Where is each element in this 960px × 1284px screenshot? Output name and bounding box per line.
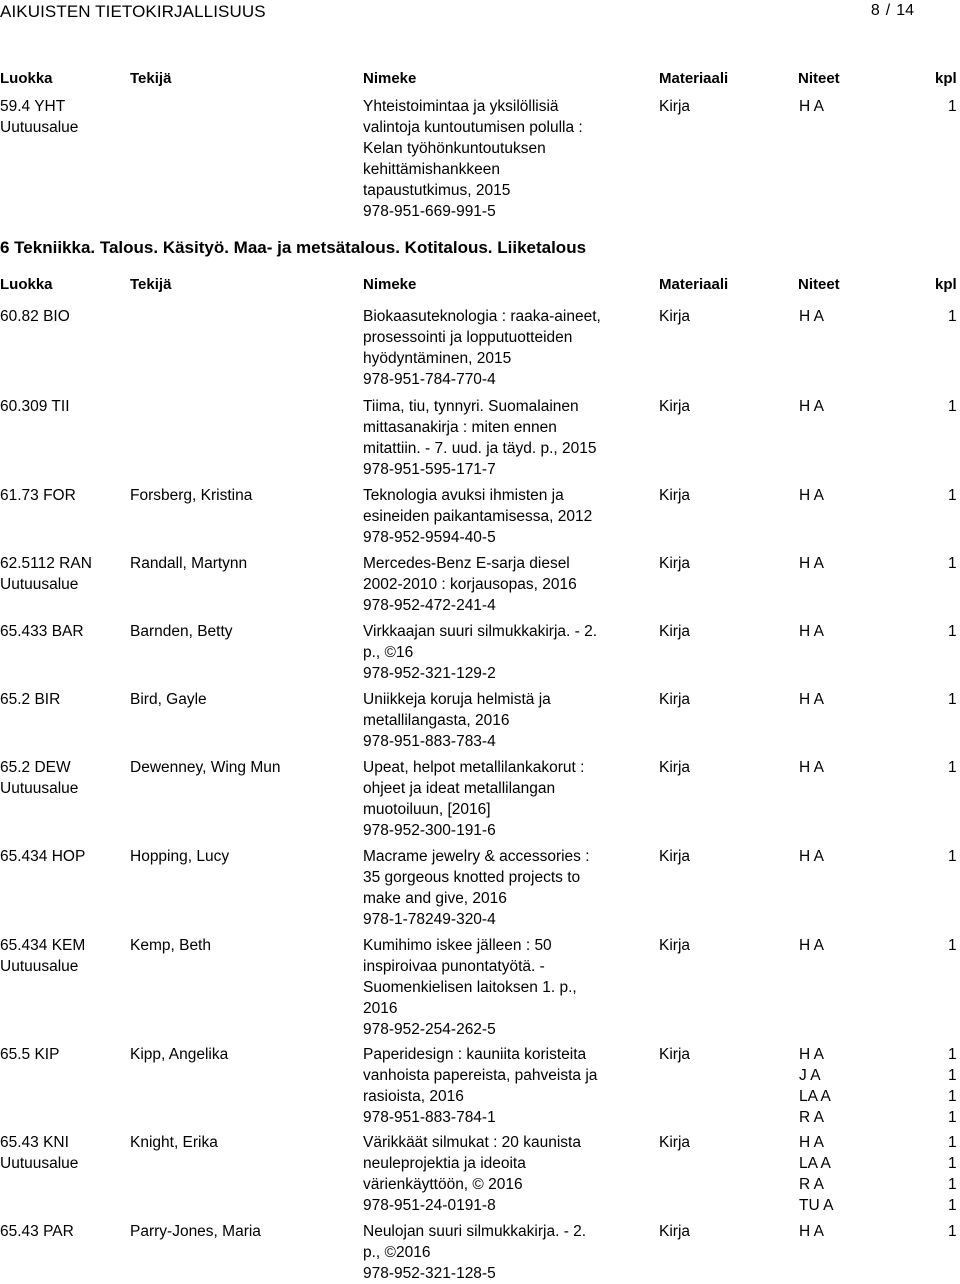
record-kpl-line: 1 [948,1046,957,1063]
record-tekija: Kemp, Beth [130,937,211,954]
record-kpl [948,757,957,778]
record-luokka-line: Uutuusalue [0,780,79,797]
record-tekija: Barnden, Betty [130,623,233,640]
record-nimeke-line: 2002-2010 : korjausopas, 2016 [363,576,577,593]
record-luokka-line: 65.43 KNI [0,1134,69,1151]
record-materiaali: Kirja [659,691,691,708]
record-nimeke-line: 978-951-883-783-4 [363,733,496,750]
record-kpl-line: 1 [948,1088,957,1105]
record-materiaali: Kirja [659,487,691,504]
record-nimeke-line: make and give, 2016 [363,890,507,907]
record-nimeke-line: 978-1-78249-320-4 [363,911,496,928]
record-niteet-line: H A [799,487,824,504]
record-kpl [948,96,957,117]
document-title: AIKUISTEN TIETOKIRJALLISUUS [0,2,266,21]
record-nimeke-line: hyödyntäminen, 2015 [363,350,512,367]
record-niteet [799,1221,824,1242]
current-page: 8 [870,2,880,19]
record-nimeke-line: Suomenkielisen laitoksen 1. p., [363,979,577,996]
record-materiaali: Kirja [659,398,691,415]
record-kpl-line: 1 [948,487,957,504]
record-materiaali: Kirja [659,1223,691,1240]
record-nimeke-line: Värikkäät silmukat : 20 kaunista [363,1134,581,1151]
record-materiaali: Kirja [659,308,691,325]
record-kpl-line: 1 [948,1223,957,1240]
record-nimeke [363,846,633,930]
record-nimeke-line: 978-951-595-171-7 [363,461,496,478]
record-luokka-line: 65.5 KIP [0,1046,60,1063]
record-nimeke-line: muotoiluun, [2016] [363,801,491,818]
record-materiaali: Kirja [659,98,691,115]
record-nimeke [363,1132,633,1216]
record-luokka [0,846,85,867]
column-header-kpl: kpl [935,276,957,293]
record-nimeke-line: metallilangasta, 2016 [363,712,510,729]
record-nimeke-line: p., ©2016 [363,1244,431,1261]
record-tekija: Bird, Gayle [130,691,207,708]
record-niteet [799,1044,831,1128]
record-kpl [948,689,957,710]
column-header-niteet: Niteet [798,276,840,293]
record-kpl-line: 1 [948,1155,957,1172]
record-niteet-line: H A [799,1046,824,1063]
page-header [0,2,960,24]
record-materiaali: Kirja [659,759,691,776]
record-niteet-line: H A [799,937,824,954]
record-kpl-line: 1 [948,1134,957,1151]
record-nimeke-line: 978-952-321-128-5 [363,1265,496,1282]
record-nimeke [363,306,633,390]
record-kpl-line: 1 [948,1067,957,1084]
record-kpl-line: 1 [948,759,957,776]
record-niteet [799,396,824,417]
record-materiaali: Kirja [659,1046,691,1063]
record-niteet-line: H A [799,98,824,115]
record-niteet-line: H A [799,759,824,776]
record-kpl [948,846,957,867]
record-nimeke-line: Mercedes-Benz E-sarja diesel [363,555,570,572]
record-nimeke [363,96,633,222]
record-nimeke [363,1221,633,1284]
record-kpl [948,621,957,642]
record-luokka-line: Uutuusalue [0,576,79,593]
record-luokka [0,306,70,327]
record-nimeke-line: Uniikkeja koruja helmistä ja [363,691,551,708]
record-nimeke-line: 978-951-784-770-4 [363,371,496,388]
record-nimeke-line: mittasanakirja : miten ennen [363,419,557,436]
record-kpl [948,485,957,506]
record-luokka [0,1221,74,1242]
record-kpl [948,1221,957,1242]
record-niteet [799,757,824,778]
record-kpl-line: 1 [948,1109,957,1126]
record-luokka [0,396,70,417]
record-niteet-line: R A [799,1109,824,1126]
record-niteet [799,96,824,117]
record-nimeke-line: Virkkaajan suuri silmukkakirja. - 2. [363,623,598,640]
record-niteet-line: H A [799,691,824,708]
record-nimeke-line: 978-952-9594-40-5 [363,529,496,546]
record-niteet-line: LA A [799,1088,831,1105]
record-luokka [0,935,85,977]
record-luokka-line: 65.433 BAR [0,623,84,640]
record-luokka-line: 61.73 FOR [0,487,76,504]
column-header-nimeke: Nimeke [363,70,417,87]
record-nimeke-line: Upeat, helpot metallilankakorut : [363,759,585,776]
column-header-tekija: Tekijä [130,70,172,87]
record-nimeke-line: neuleprojektia ja ideoita [363,1155,526,1172]
record-luokka-line: 60.309 TII [0,398,70,415]
record-nimeke [363,396,633,480]
record-luokka-line: 62.5112 RAN [0,555,92,572]
record-nimeke [363,757,633,841]
record-nimeke-line: Kumihimo iskee jälleen : 50 [363,937,552,954]
record-nimeke-line: 978-952-321-129-2 [363,665,496,682]
record-luokka [0,757,78,799]
record-kpl-line: 1 [948,308,957,325]
record-materiaali: Kirja [659,1134,691,1151]
record-nimeke [363,689,633,752]
record-luokka [0,1132,78,1174]
record-nimeke [363,1044,633,1128]
record-luokka [0,485,76,506]
record-nimeke-line: 978-951-669-991-5 [363,203,496,220]
record-niteet-line: H A [799,1134,824,1151]
record-nimeke-line: 978-951-883-784-1 [363,1109,496,1126]
record-luokka [0,553,92,595]
record-kpl-line: 1 [948,1197,957,1214]
record-nimeke-line: vanhoista papereista, pahveista ja [363,1067,598,1084]
record-nimeke-line: mitattiin. - 7. uud. ja täyd. p., 2015 [363,440,597,457]
record-niteet-line: H A [799,848,824,865]
record-niteet-line: TU A [799,1197,834,1214]
record-nimeke-line: 978-952-300-191-6 [363,822,496,839]
record-nimeke-line: 2016 [363,1000,398,1017]
record-materiaali: Kirja [659,937,691,954]
record-niteet [799,1132,833,1216]
record-niteet-line: H A [799,308,824,325]
record-niteet [799,485,824,506]
record-nimeke-line: Paperidesign : kauniita koristeita [363,1046,587,1063]
record-luokka-line: Uutuusalue [0,119,79,136]
record-kpl-line: 1 [948,1176,957,1193]
record-luokka-line: 65.434 KEM [0,937,86,954]
record-luokka-line: 65.2 BIR [0,691,61,708]
record-nimeke-line: Macrame jewelry & accessories : [363,848,590,865]
record-nimeke-line: Biokaasuteknologia : raaka-aineet, [363,308,601,325]
record-nimeke-line: Yhteistoimintaa ja yksilöllisiä [363,98,559,115]
record-niteet-line: LA A [799,1155,831,1172]
record-niteet [799,846,824,867]
record-nimeke-line: valintoja kuntoutumisen polulla : [363,119,583,136]
record-kpl-line: 1 [948,691,957,708]
record-kpl-line: 1 [948,848,957,865]
record-tekija: Randall, Martynn [130,555,248,572]
record-niteet-line: H A [799,555,824,572]
record-nimeke-line: tapaustutkimus, 2015 [363,182,511,199]
record-nimeke [363,621,633,684]
record-materiaali: Kirja [659,623,691,640]
record-luokka [0,1044,59,1065]
record-niteet-line: J A [799,1067,821,1084]
record-luokka [0,621,84,642]
record-kpl-line: 1 [948,555,957,572]
column-header-luokka: Luokka [0,276,53,293]
record-nimeke-line: värienkäyttöön, © 2016 [363,1176,523,1193]
record-niteet [799,621,824,642]
record-kpl-line: 1 [948,623,957,640]
record-nimeke-line: rasioista, 2016 [363,1088,464,1105]
record-nimeke [363,485,633,548]
record-nimeke-line: Neulojan suuri silmukkakirja. - 2. [363,1223,587,1240]
column-header-materiaali: Materiaali [659,276,729,293]
record-luokka [0,96,78,138]
record-kpl [948,1132,957,1216]
column-header-tekija: Tekijä [130,276,172,293]
record-tekija: Knight, Erika [130,1134,218,1151]
record-kpl [948,553,957,574]
record-luokka-line: 59.4 YHT [0,98,66,115]
record-niteet [799,935,824,956]
record-nimeke-line: inspiroivaa punontatyötä. - [363,958,545,975]
record-nimeke-line: kehittämishankkeen [363,161,500,178]
record-luokka-line: 65.2 DEW [0,759,71,776]
record-luokka-line: 60.82 BIO [0,308,70,325]
total-pages: 14 [896,2,914,19]
record-nimeke-line: 978-951-24-0191-8 [363,1197,496,1214]
record-kpl [948,396,957,417]
column-header-row [0,276,960,296]
record-luokka [0,689,60,710]
section-title: 6 Tekniikka. Talous. Käsityö. Maa- ja metsätalous. Kotitalous. Liiketalous [0,238,587,257]
page-number [871,2,914,20]
record-luokka-line: 65.434 HOP [0,848,86,865]
record-kpl [948,1044,957,1128]
record-materiaali: Kirja [659,555,691,572]
record-nimeke-line: prosessointi ja lopputuotteiden [363,329,573,346]
page-separator: / [885,2,891,19]
record-nimeke-line: Kelan työhönkuntoutuksen [363,140,546,157]
record-tekija: Forsberg, Kristina [130,487,253,504]
column-header-row [0,70,960,90]
record-kpl [948,935,957,956]
record-nimeke-line: 978-952-472-241-4 [363,597,496,614]
record-niteet-line: H A [799,623,824,640]
record-tekija: Kipp, Angelika [130,1046,229,1063]
record-nimeke-line: Tiima, tiu, tynnyri. Suomalainen [363,398,579,415]
record-kpl-line: 1 [948,398,957,415]
record-luokka-line: Uutuusalue [0,958,79,975]
column-header-materiaali: Materiaali [659,70,729,87]
record-nimeke-line: ohjeet ja ideat metallilangan [363,780,556,797]
record-niteet-line: R A [799,1176,824,1193]
record-nimeke-line: 978-952-254-262-5 [363,1021,496,1038]
record-luokka-line: Uutuusalue [0,1155,79,1172]
column-header-nimeke: Nimeke [363,276,417,293]
record-nimeke-line: Teknologia avuksi ihmisten ja [363,487,564,504]
record-kpl-line: 1 [948,98,957,115]
record-nimeke-line: 35 gorgeous knotted projects to [363,869,581,886]
column-header-niteet: Niteet [798,70,840,87]
record-tekija: Parry-Jones, Maria [130,1223,261,1240]
record-tekija: Dewenney, Wing Mun [130,759,281,776]
record-tekija: Hopping, Lucy [130,848,230,865]
record-kpl [948,306,957,327]
record-kpl-line: 1 [948,937,957,954]
record-nimeke [363,935,633,1040]
record-niteet-line: H A [799,398,824,415]
record-niteet-line: H A [799,1223,824,1240]
record-niteet [799,689,824,710]
record-luokka-line: 65.43 PAR [0,1223,74,1240]
column-header-kpl: kpl [935,70,957,87]
record-niteet [799,553,824,574]
record-nimeke-line: p., ©16 [363,644,414,661]
record-nimeke-line: esineiden paikantamisessa, 2012 [363,508,593,525]
column-header-luokka: Luokka [0,70,53,87]
record-niteet [799,306,824,327]
record-nimeke [363,553,633,616]
record-materiaali: Kirja [659,848,691,865]
